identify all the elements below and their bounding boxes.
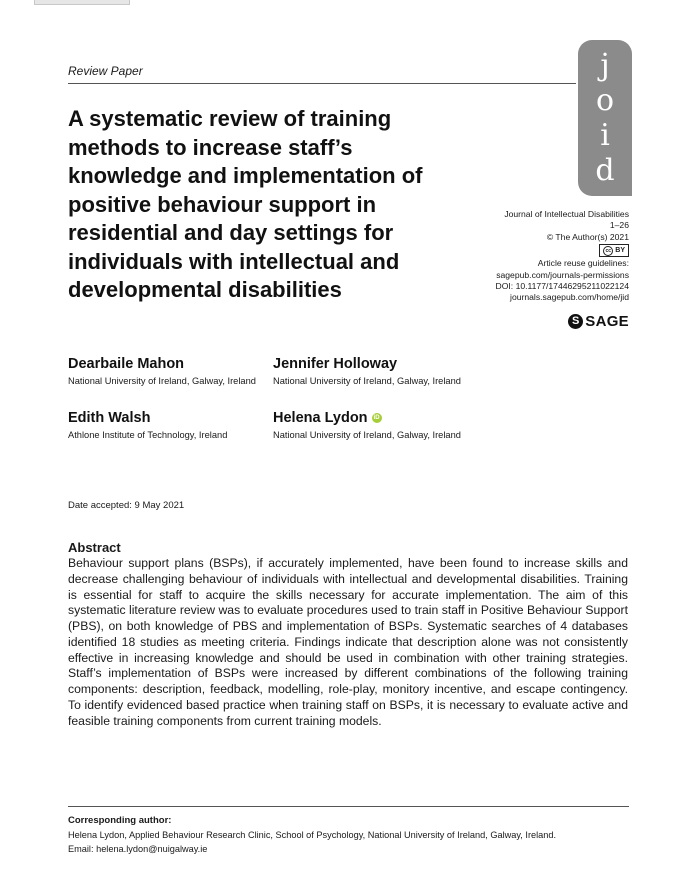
author-block [273, 409, 473, 442]
corresponding-author-address: Helena Lydon, Applied Behaviour Research Clinic, School of Psychology, National University of Ireland, Galway, Ireland. [68, 830, 557, 840]
journal-homepage-link[interactable]: journals.sagepub.com/home/jid [510, 292, 629, 303]
copyright: © The Author(s) 2021 [546, 231, 629, 242]
paper-type: Review Paper [68, 64, 143, 78]
author-block [68, 355, 268, 388]
cc-label: BY [615, 247, 625, 255]
sage-s-icon: S [568, 314, 583, 329]
author-affiliation: National University of Ireland, Galway, Ireland [273, 430, 461, 440]
footer-divider [68, 806, 629, 807]
author-name: Helena Lydon iD [273, 410, 380, 426]
reuse-label: Article reuse guidelines: [537, 258, 629, 269]
publisher-logo [568, 313, 629, 330]
author-name: Dearbaile Mahon [68, 356, 185, 372]
corresponding-author-heading: Corresponding author: [68, 815, 172, 826]
author-affiliation: Athlone Institute of Technology, Ireland [68, 430, 228, 440]
publisher-name: SAGE [585, 313, 629, 330]
doi[interactable]: DOI: 10.1177/17446295211022124 [495, 281, 629, 292]
article-title: A systematic review of training methods to increase staff’s knowledge and implementation of positive behaviour support in residential and day settings for individuals with intellectual and developmental disabilities [68, 106, 423, 302]
top-divider [68, 83, 576, 84]
cc-icon: cc [603, 246, 613, 256]
author-affiliation: National University of Ireland, Galway, Ireland [273, 376, 461, 386]
logo-letter-o: o [595, 83, 615, 118]
page-range: 1–26 [609, 220, 629, 231]
logo-letter-i: i [600, 118, 610, 153]
orcid-icon[interactable]: iD [373, 415, 380, 421]
corner-tab [34, 0, 130, 5]
corresponding-author-email[interactable]: Email: helena.lydon@nuigalway.ie [68, 844, 208, 854]
author-block [273, 355, 473, 388]
date-accepted: Date accepted: 9 May 2021 [68, 500, 185, 511]
author-name: Edith Walsh [68, 410, 151, 426]
author-affiliation: National University of Ireland, Galway, Ireland [68, 376, 256, 386]
cc-license-badge[interactable] [599, 244, 629, 257]
reuse-link[interactable]: sagepub.com/journals-permissions [496, 269, 629, 280]
journal-name: Journal of Intellectual Disabilities [504, 209, 629, 219]
abstract-text: Behaviour support plans (BSPs), if accurately implemented, have been found to increase skills and decrease challenging behaviour of individuals with intellectual and developmental disabilities. Training is essential for staff to acquire the skills necessary for accurate implementation. The aim of this systematic literature review was to evaluate procedures used to train staff in Positive Behaviour Support (PBS), on both knowledge of PBS and implementation of BSPs. Systematic searches of 4 databases identified 18 studies as meeting criteria. Findings indicate that description alone was not consistently effective in increasing knowledge and should be used in combination with other training strategies. Staff’s implementation of BSPs were increased by different combinations of the following training components: description, feedback, modelling, role-play, monitory incentive, and escape contingency. To identify evidenced based practice when training staff on BSPs, it is necessary to evaluate active and feasible training components from current training models. [68, 556, 628, 728]
logo-letter-j: j [600, 48, 610, 83]
logo-letter-d: d [595, 153, 615, 188]
author-block [68, 409, 268, 442]
abstract-heading: Abstract [68, 540, 121, 555]
journal-logo [578, 40, 632, 196]
journal-meta [429, 209, 629, 304]
author-name: Jennifer Holloway [273, 356, 398, 372]
